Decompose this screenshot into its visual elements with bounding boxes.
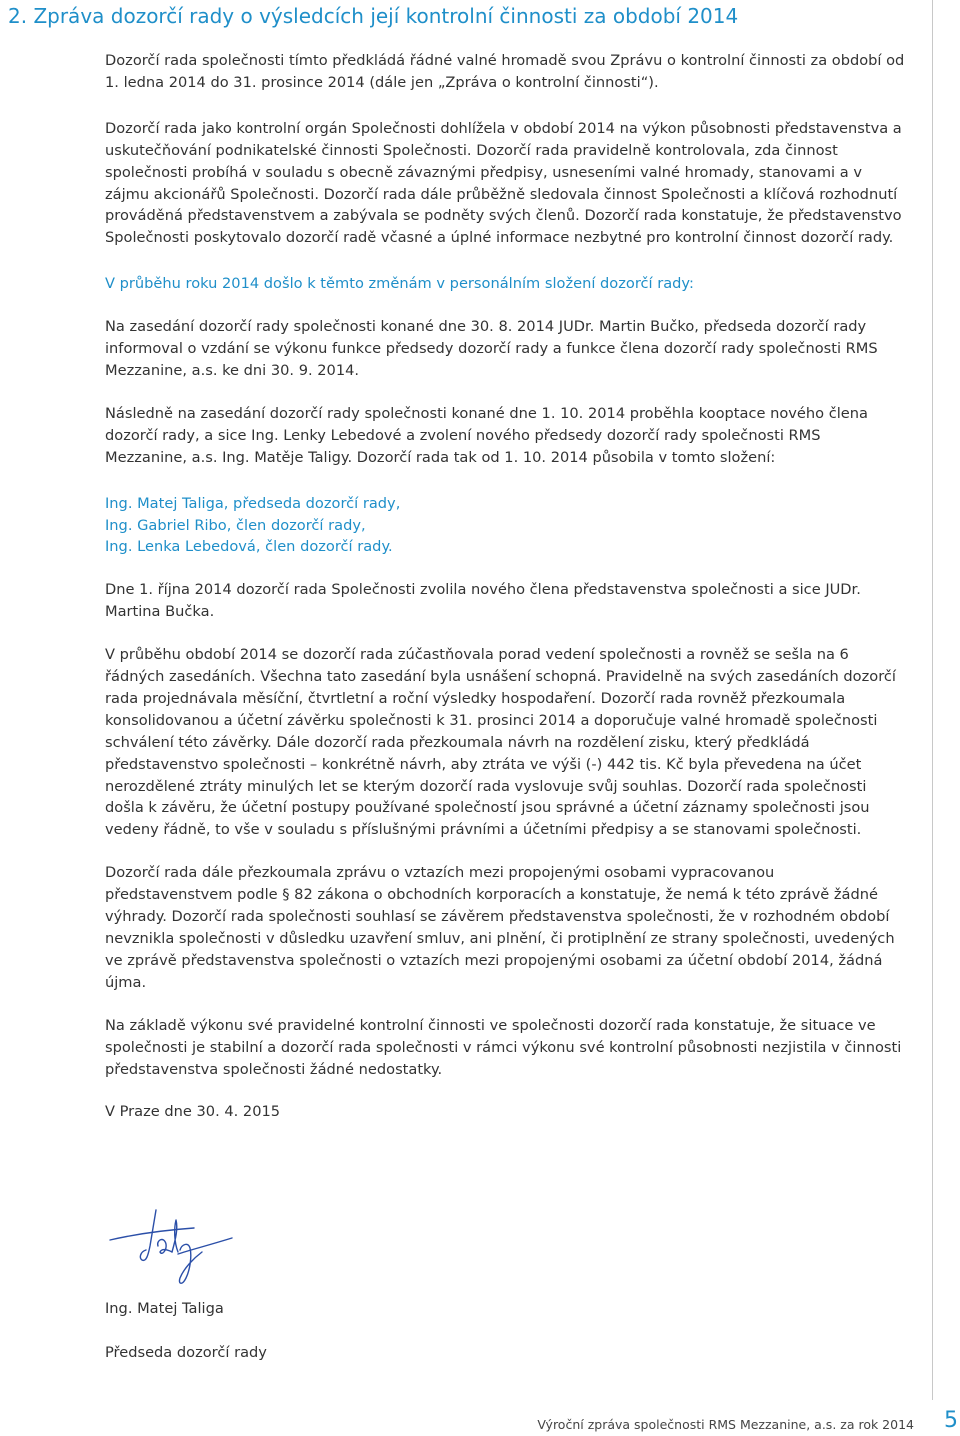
signer-role: Předseda dozorčí rady [105,1344,267,1361]
margin-divider [932,0,933,1400]
members-list [105,493,905,559]
resignation-paragraph: Na zasedání dozorčí rady společnosti konané dne 30. 8. 2014 JUDr. Martin Bučko, předseda dozorčí rady informoval o vzdání se výkonu funkce předsedy dozorčí rady a funkce člena dozorčí rady společnosti RMS Mezzanine, a.s. ke dni 30. 9. 2014. [105,318,878,379]
intro-paragraph: Dozorčí rada společnosti tímto předkládá řádné valné hromadě svou Zprávu o kontrolní činnosti za období od 1. ledna 2014 do 31. prosince 2014 (dále jen „Zpráva o kontrolní činnosti“). [105,52,905,91]
handwritten-signature [106,1198,236,1290]
member-item: Ing. Gabriel Ribo, člen dozorčí rady, [105,516,366,534]
member-item: Ing. Lenka Lebedová, člen dozorčí rady. [105,538,393,556]
place-date: V Praze dne 30. 4. 2015 [105,1103,281,1121]
member-item: Ing. Matej Taliga, předseda dozorčí rady, [105,494,401,512]
board-election-paragraph: Dne 1. října 2014 dozorčí rada Společnosti zvolila nového člena představenstva společnosti a sice JUDr. Martina Bučka. [105,581,861,621]
meetings-paragraph: V průběhu období 2014 se dozorčí rada zúčastňovala porad vedení společnosti a rovněž se sešla na 6 řádných zasedáních. Všechna tato zasedání byla usnášení schopná. Pravidelně na svých zasedáních dozorčí rada projednávala měsíční, čtvrtletní a roční výsledky hospodaření. Dozorčí rada rovněž přezkoumala konsolidovanou a účetní závěrku společnosti k 31. prosinci 2014 a doporučuje valné hromadě společnosti schválení této závěrky. Dále dozorčí rada přezkoumala návrh na rozdělení zisku, který předkládá představenstvo společnosti – konkrétně návrh, aby ztráta ve výši (-) 442 tis. Kč byla převedena na účet nerozdělené ztráty minulých let se kterým dozorčí rada vyslovuje svůj souhlas. Dozorčí rada společnosti došla k závěru, že účetní postupy používané společností jsou správné a účetní záznamy společnosti jsou vedeny řádně, to vše v souladu s příslušnými právními a účetními předpisy a se stanovami společnosti. [105,646,896,839]
cooptation-paragraph: Následně na zasedání dozorčí rady společnosti konané dne 1. 10. 2014 proběhla kooptace nového člena dozorčí rady, a sice Ing. Lenky Lebedové a zvolení nového předsedy dozorčí rady společnosti RMS Mezzanine, a.s. Ing. Matěje Taligy. Dozorčí rada tak od 1. 10. 2014 působila v tomto složení: [105,404,868,466]
conclusion-paragraph: Na základě výkonu své pravidelné kontrolní činnosti ve společnosti dozorčí rada konstatuje, že situace ve společnosti je stabilní a dozorčí rada společnosti v rámci výkonu své kontrolní působnosti nezjistila v činnosti představenstva společnosti žádné nedostatky. [105,1016,902,1078]
page-title: 2. Zpráva dozorčí rady o výsledcích její kontrolní činnosti za období 2014 [8,4,739,28]
supervision-paragraph: Dozorčí rada jako kontrolní orgán Společnosti dohlížela v období 2014 na výkon působnosti představenstva a uskutečňování podnikatelské činnosti Společnosti. Dozorčí rada pravidelně kontrolovala, zda činnost společnosti probíhá v souladu s obecně závaznými předpisy, usneseními valné hromady, stanovami a v zájmu akcionářů Společnosti. Dozorčí rada dále průběžně sledovala činnost Společnosti a klíčová rozhodnutí prováděná představenstvem a zabývala se podněty svých členů. Dozorčí rada konstatuje, že představenstvo Společnosti poskytovalo dozorčí radě včasné a úplné informace nezbytné pro kontrolní činnost dozorčí rady. [105,119,902,247]
signer-name: Ing. Matej Taliga [105,1300,224,1317]
changes-heading: V průběhu roku 2014 došlo k těmto změnám v personálním složení dozorčí rady: [105,275,694,293]
page-number: 5 [944,1408,958,1433]
related-parties-paragraph: Dozorčí rada dále přezkoumala zprávu o vztazích mezi propojenými osobami vypracovanou představenstvem podle § 82 zákona o obchodních korporacích a konstatuje, že nemá k této zprávě žádné výhrady. Dozorčí rada společnosti souhlasí se závěrem představenstva společnosti, že v rozhodném období nevznikla společnosti v důsledku uzavření smluv, ani plnění, či protiplnění ze strany společnosti, uvedených ve zprávě představenstva společnosti o vztazích mezi propojenými osobami za účetní období 2014, žádná újma. [105,864,895,991]
footer-text: Výroční zpráva společnosti RMS Mezzanine, a.s. za rok 2014 [537,1417,914,1432]
report-body [105,50,905,1123]
